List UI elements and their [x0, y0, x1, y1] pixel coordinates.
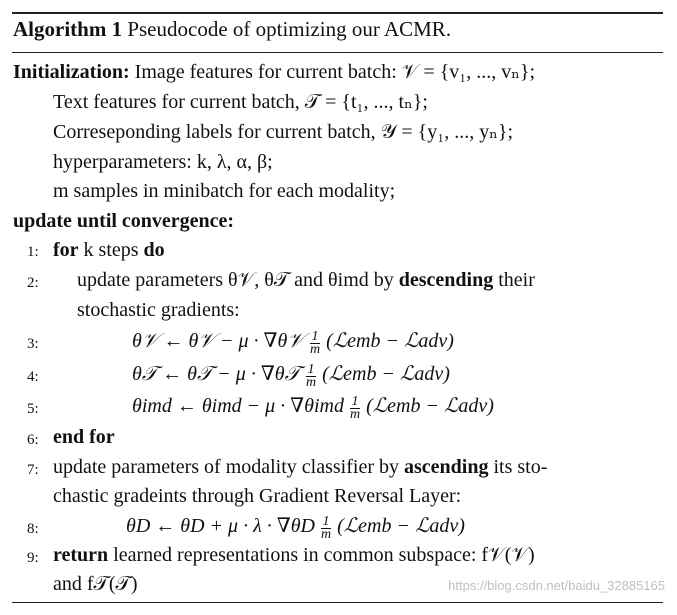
eq3-den: m	[309, 342, 321, 358]
caption-rule	[12, 52, 663, 53]
equation-5	[132, 394, 494, 422]
algorithm-caption	[13, 17, 451, 42]
eq8-num: 1	[322, 513, 330, 529]
eq5-lhs: θimd ← θimd − μ · ∇θimd	[132, 395, 344, 417]
eq8-den: m	[320, 527, 332, 543]
caption-label: Algorithm 1	[13, 17, 123, 41]
step-2	[77, 268, 535, 292]
eq3-num: 1	[311, 328, 319, 344]
step-9-text: learned representations in common subspace: f𝒱(𝒱)	[113, 544, 535, 566]
eq4-num: 1	[307, 361, 315, 377]
line-number-7: 7:	[27, 462, 39, 478]
eq3-fraction	[309, 328, 321, 358]
init-line-2: Text features for current batch, 𝒯 = {t₁, ..., tₙ};	[53, 91, 428, 113]
init-label: Initialization:	[13, 61, 130, 83]
step-7	[53, 455, 547, 479]
step-6-end-for: end for	[53, 426, 115, 448]
line-number-1: 1:	[27, 244, 39, 260]
step-2-text-a: update parameters θ𝒱, θ𝒯 and θimd by	[77, 269, 394, 291]
step-9-cont: and f𝒯(𝒯)	[53, 573, 138, 595]
top-rule	[12, 12, 663, 14]
line-number-8: 8:	[27, 521, 39, 537]
eq5-rhs: (ℒemb − ℒadv)	[366, 395, 494, 417]
eq8-fraction	[320, 513, 332, 543]
init-text-1: Image features for current batch: 𝒱 = {v₁, ..., vₙ};	[134, 61, 536, 83]
eq5-den: m	[349, 407, 361, 423]
kw-descending: descending	[398, 269, 494, 291]
watermark: https://blog.csdn.net/baidu_32885165	[448, 578, 665, 593]
eq3-lhs: θ𝒱 ← θ𝒱 − μ · ∇θ𝒱	[132, 330, 304, 352]
step-2-text-c: their	[498, 269, 535, 291]
step-2-cont: stochastic gradients:	[77, 299, 240, 321]
line-number-2: 2:	[27, 275, 39, 291]
eq8-rhs: (ℒemb − ℒadv)	[337, 515, 465, 537]
step-9	[53, 543, 535, 567]
step-7-cont: chastic gradeints through Gradient Reversal Layer:	[53, 485, 462, 507]
equation-8	[126, 514, 465, 542]
init-line-3: Correseponding labels for current batch, 𝒴 = {y₁, ..., yₙ};	[53, 121, 514, 143]
step-1-text: k steps	[83, 239, 139, 261]
bottom-rule	[12, 602, 663, 603]
equation-4	[132, 362, 450, 390]
init-line-4: hyperparameters: k, λ, α, β;	[53, 151, 273, 173]
line-number-6: 6:	[27, 432, 39, 448]
line-number-9: 9:	[27, 550, 39, 566]
eq4-lhs: θ𝒯 ← θ𝒯 − μ · ∇θ𝒯	[132, 363, 300, 385]
kw-return: return	[53, 544, 109, 566]
eq4-rhs: (ℒemb − ℒadv)	[322, 363, 450, 385]
update-label: update until convergence:	[13, 210, 235, 232]
kw-for: for	[53, 239, 79, 261]
kw-ascending: ascending	[404, 456, 489, 478]
step-7-text-a: update parameters of modality classifier by	[53, 456, 399, 478]
eq8-lhs: θD ← θD + μ · λ · ∇θD	[126, 515, 315, 537]
step-1	[53, 238, 165, 262]
line-number-5: 5:	[27, 401, 39, 417]
line-number-4: 4:	[27, 369, 39, 385]
caption-text: Pseudocode of optimizing our ACMR.	[127, 17, 452, 41]
step-7-text-c: its sto-	[493, 456, 548, 478]
eq3-rhs: (ℒemb − ℒadv)	[326, 330, 454, 352]
eq4-fraction	[305, 361, 317, 391]
eq5-fraction	[349, 393, 361, 423]
eq5-num: 1	[351, 393, 359, 409]
equation-3	[132, 329, 454, 357]
init-line-1	[13, 60, 535, 84]
eq4-den: m	[305, 375, 317, 391]
kw-do: do	[143, 239, 165, 261]
line-number-3: 3:	[27, 336, 39, 352]
init-line-5: m samples in minibatch for each modality;	[53, 180, 396, 202]
